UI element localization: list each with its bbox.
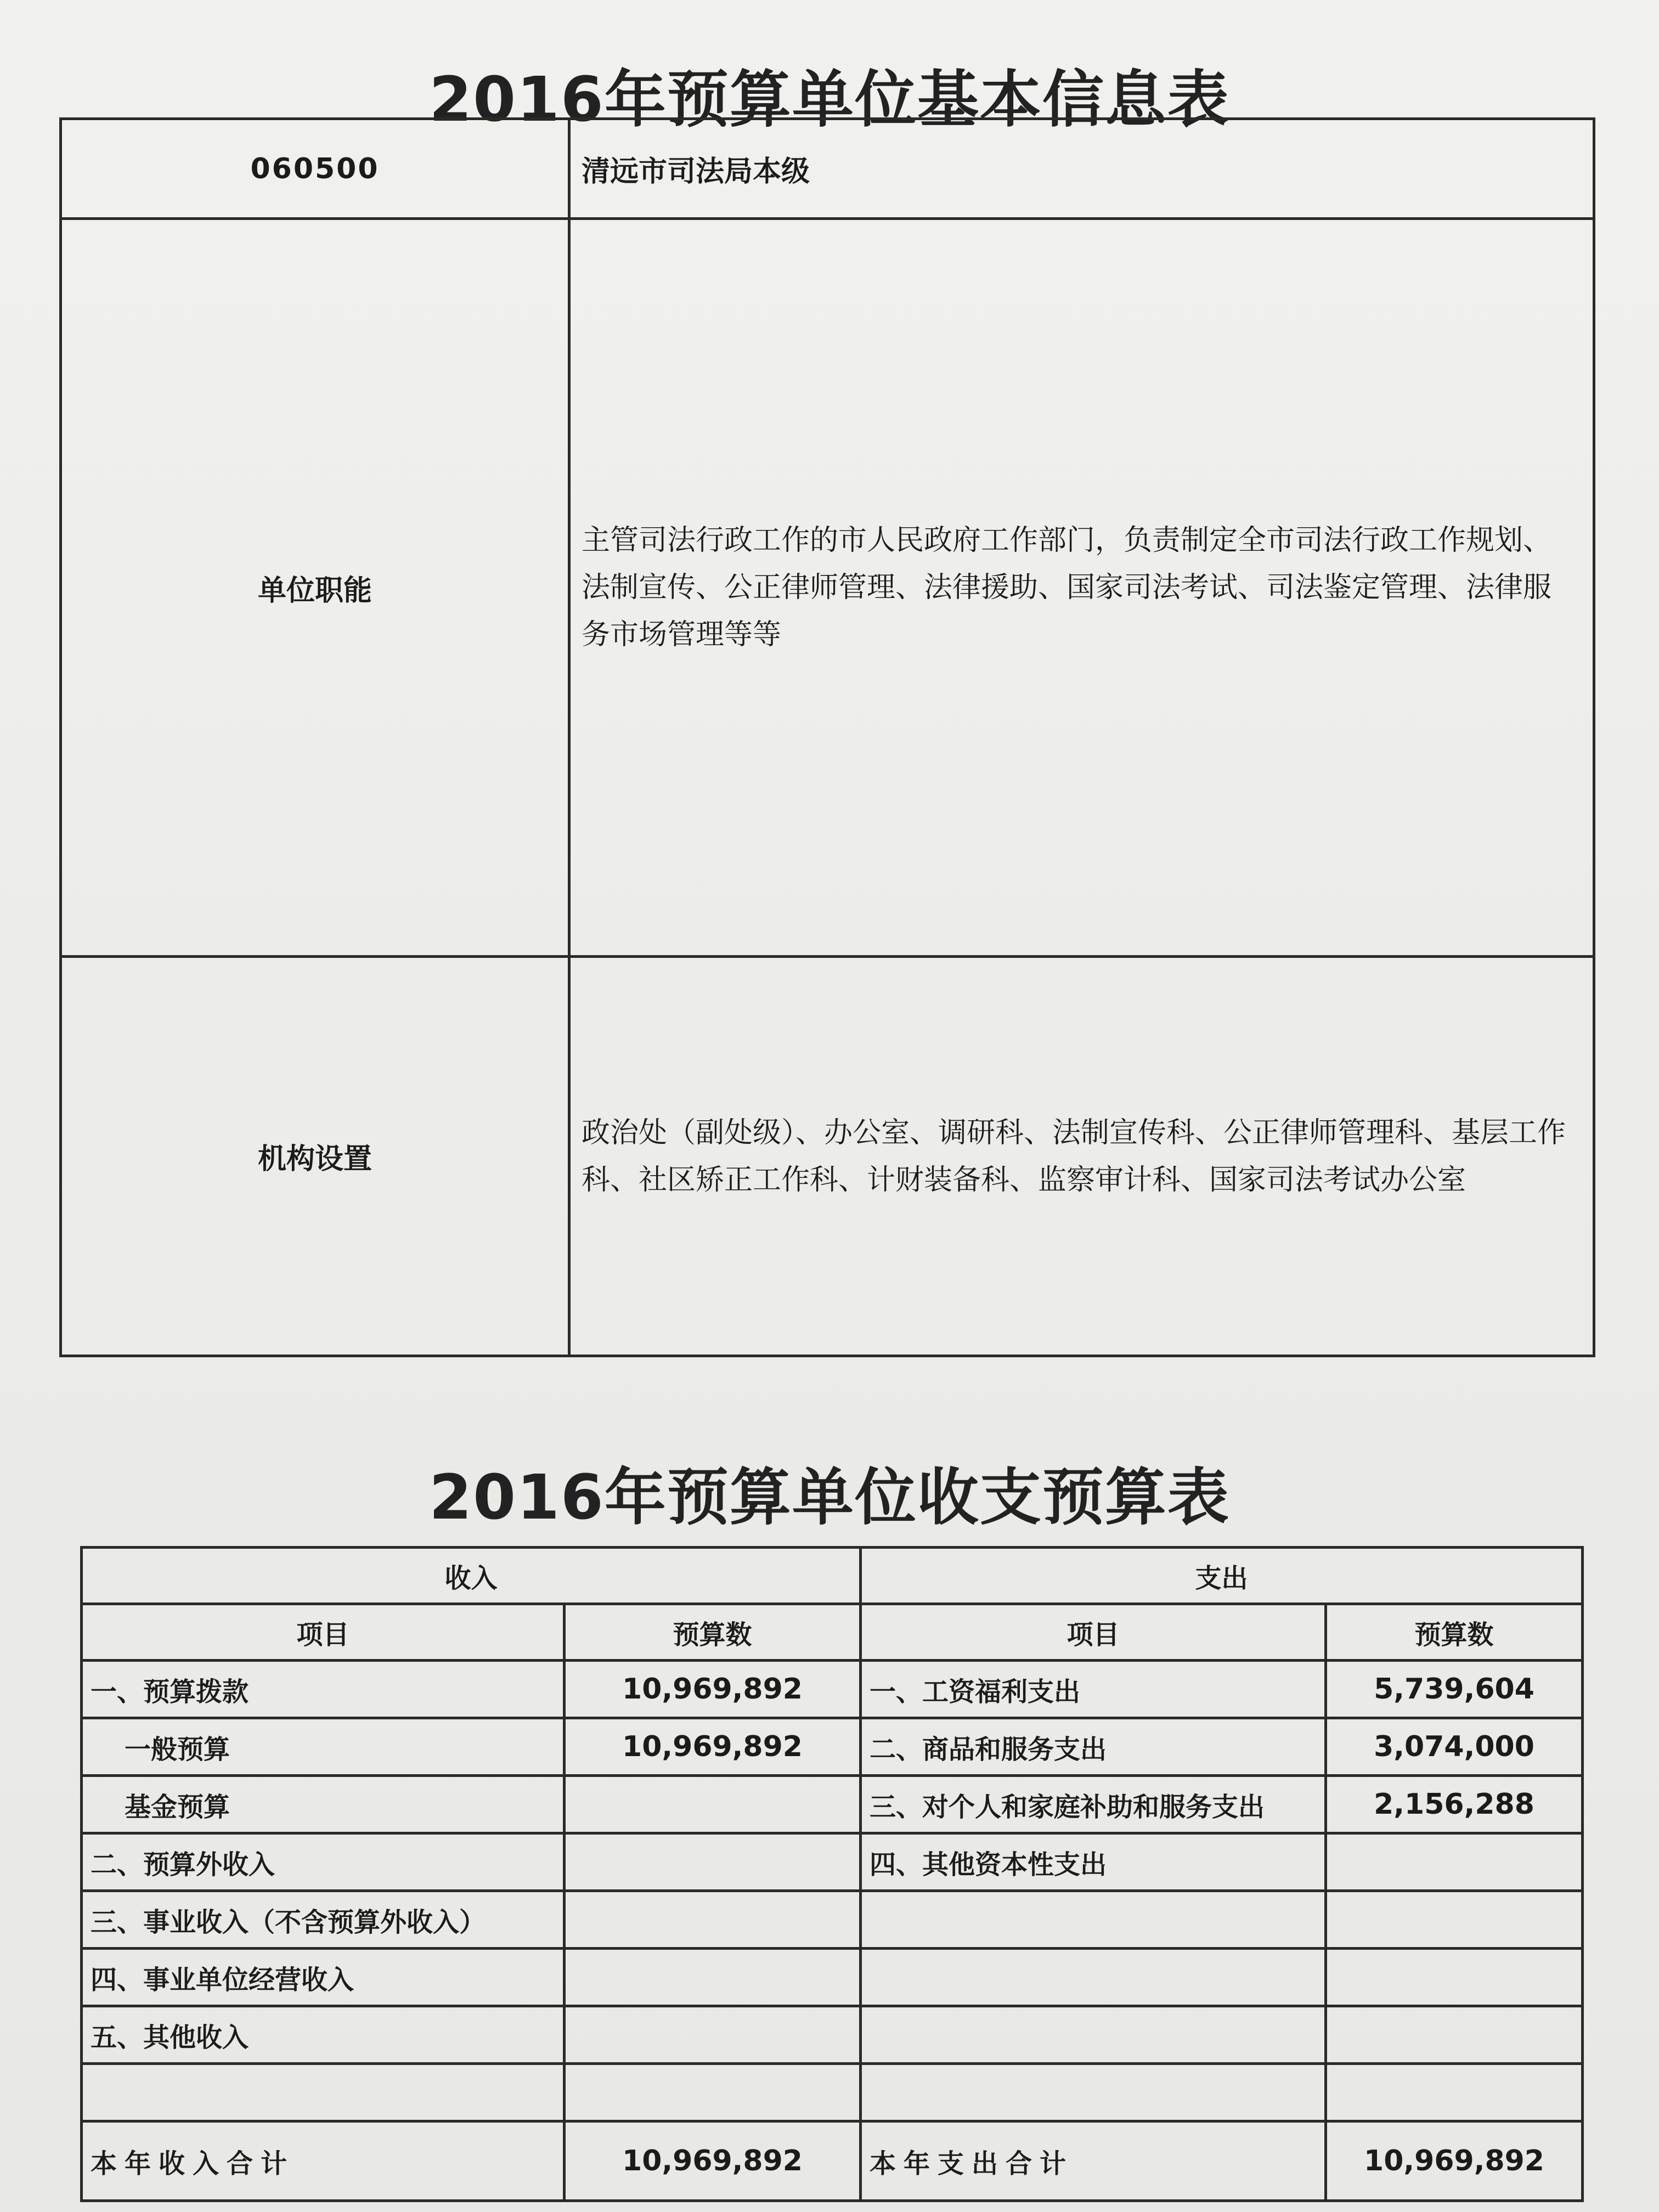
income-amount: [565, 2064, 861, 2121]
income-header: 收入: [82, 1548, 861, 1604]
column-header-row: [82, 1604, 1583, 1661]
income-total-amount: 10,969,892: [565, 2121, 861, 2201]
expense-item: [861, 2064, 1326, 2121]
section-header-row: [82, 1548, 1583, 1604]
income-item: 三、事业收入（不含预算外收入）: [82, 1891, 565, 1949]
income-amount: [565, 1949, 861, 2006]
expense-item: [861, 1949, 1326, 2006]
table-row: [82, 1661, 1583, 1718]
unit-row: [61, 119, 1594, 219]
functions-text: 主管司法行政工作的市人民政府工作部门，负责制定全市司法行政工作规划、法制宣传、公正律师管理、法律援助、国家司法考试、司法鉴定管理、法律服务市场管理等等: [569, 219, 1594, 957]
basic-info-title: 2016年预算单位基本信息表: [429, 64, 1230, 136]
income-item: 四、事业单位经营收入: [82, 1949, 565, 2006]
expense-item: 一、工资福利支出: [861, 1661, 1326, 1718]
structure-text: 政治处（副处级）、办公室、调研科、法制宣传科、公正律师管理科、基层工作科、社区矫正工作科、计财装备科、监察审计科、国家司法考试办公室: [569, 957, 1594, 1356]
income-amount: [565, 1776, 861, 1833]
expense-item: 四、其他资本性支出: [861, 1833, 1326, 1891]
expense-item: [861, 1891, 1326, 1949]
table-row: [82, 2006, 1583, 2064]
income-item: 基金预算: [82, 1776, 565, 1833]
structure-label: 机构设置: [61, 957, 569, 1356]
expense-amount: [1326, 1891, 1583, 1949]
income-item: 二、预算外收入: [82, 1833, 565, 1891]
expense-amount: [1326, 2064, 1583, 2121]
expense-total-label: 本年支出合计: [861, 2121, 1326, 2201]
income-item: 一、预算拨款: [82, 1661, 565, 1718]
income-expense-title: 2016年预算单位收支预算表: [429, 1462, 1230, 1533]
expense-item: [861, 2006, 1326, 2064]
income-amount: 10,969,892: [565, 1661, 861, 1718]
expense-item: 三、对个人和家庭补助和服务支出: [861, 1776, 1326, 1833]
income-item-header: 项目: [82, 1604, 565, 1661]
functions-label: 单位职能: [61, 219, 569, 957]
income-item: 五、其他收入: [82, 2006, 565, 2064]
total-row: [82, 2121, 1583, 2201]
table-row: [82, 1949, 1583, 2006]
expense-header: 支出: [861, 1548, 1583, 1604]
income-amount: 10,969,892: [565, 1718, 861, 1776]
unit-code: 060500: [61, 119, 569, 219]
table-row: [82, 2064, 1583, 2121]
expense-item: 二、商品和服务支出: [861, 1718, 1326, 1776]
income-total-label: 本年收入合计: [82, 2121, 565, 2201]
expense-amount: 3,074,000: [1326, 1718, 1583, 1776]
expense-amount-header: 预算数: [1326, 1604, 1583, 1661]
basic-info-table: [59, 117, 1595, 1357]
expense-item-header: 项目: [861, 1604, 1326, 1661]
income-amount: [565, 1833, 861, 1891]
table-row: [82, 1833, 1583, 1891]
expense-amount: [1326, 1949, 1583, 2006]
expense-amount: [1326, 1833, 1583, 1891]
functions-row: [61, 219, 1594, 957]
income-item: [82, 2064, 565, 2121]
unit-name: 清远市司法局本级: [569, 119, 1594, 219]
structure-row: [61, 957, 1594, 1356]
expense-total-amount: 10,969,892: [1326, 2121, 1583, 2201]
table-row: [82, 1718, 1583, 1776]
table-row: [82, 1891, 1583, 1949]
income-amount: [565, 1891, 861, 1949]
expense-amount: 2,156,288: [1326, 1776, 1583, 1833]
income-amount-header: 预算数: [565, 1604, 861, 1661]
income-item: 一般预算: [82, 1718, 565, 1776]
expense-amount: [1326, 2006, 1583, 2064]
income-expense-table: [80, 1546, 1584, 2202]
income-amount: [565, 2006, 861, 2064]
table-row: [82, 1776, 1583, 1833]
expense-amount: 5,739,604: [1326, 1661, 1583, 1718]
